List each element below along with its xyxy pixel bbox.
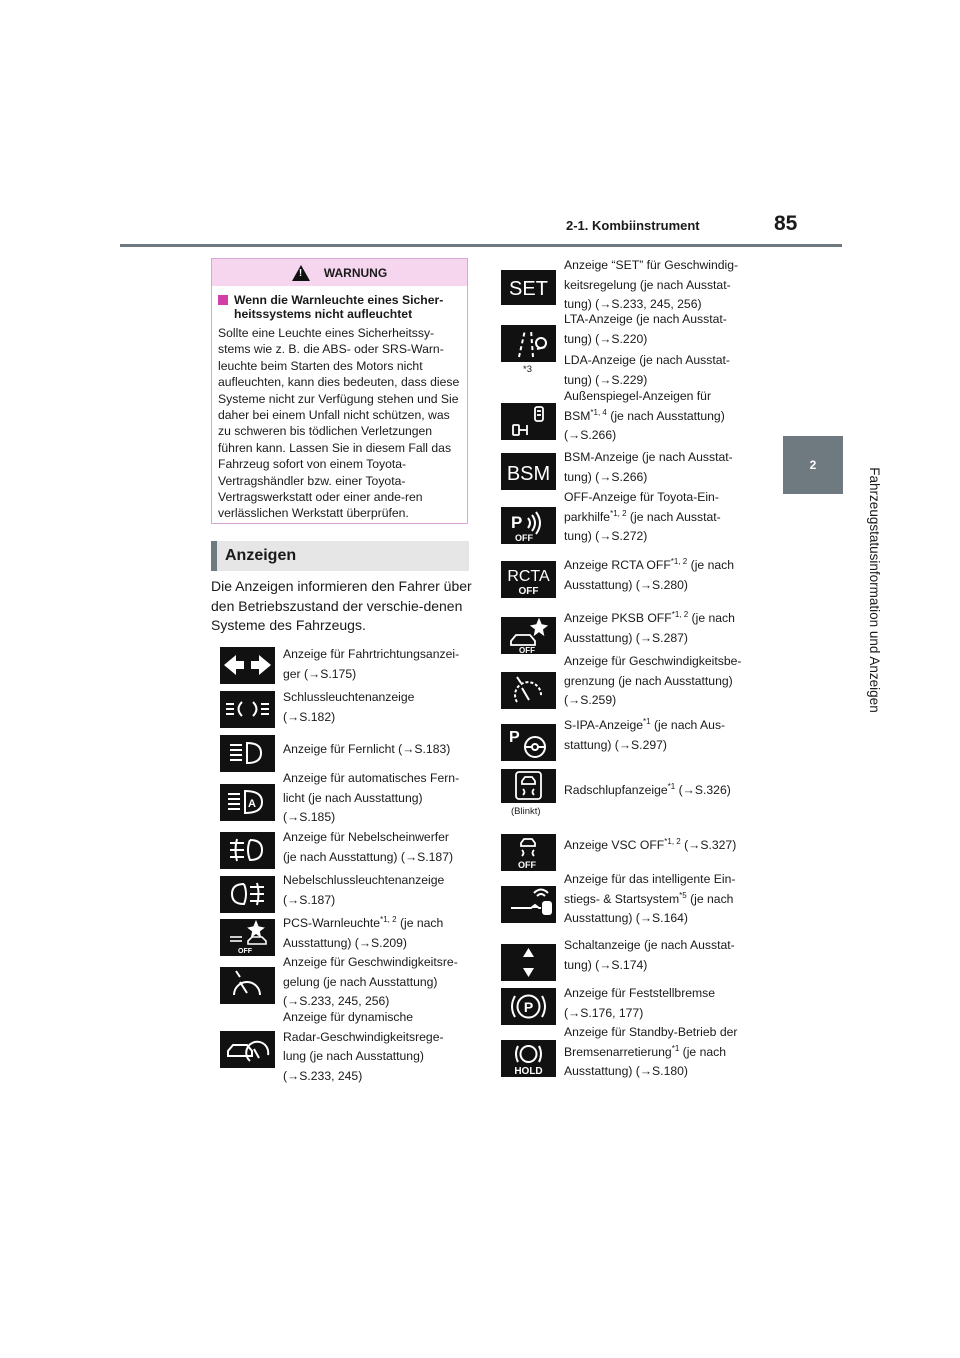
off-label: OFF: [515, 533, 533, 543]
desc-line: grenzung (je nach Ausstattung): [564, 673, 733, 688]
indicator-desc-speed-limiter: [564, 652, 756, 711]
chapter-tab: 2: [783, 436, 843, 494]
indicator-desc-bsm-mirror: [564, 387, 756, 446]
desc-line: gelung (je nach Ausstattung): [283, 974, 438, 989]
desc-line: ger (→S.175): [283, 666, 357, 681]
warning-subheading-text: Wenn die Warnleuchte eines Sicher-heitssystems nicht aufleuchtet: [234, 293, 444, 321]
bullet-square-icon: [218, 295, 228, 305]
indicator-desc-tail-light: [283, 688, 475, 727]
indicator-desc-pcs: [283, 914, 475, 953]
desc-line: Schaltanzeige (je nach Ausstat-: [564, 938, 735, 952]
indicator-desc-rcta: [564, 556, 756, 595]
desc-line: Anzeige VSC OFF$^{*1, 2}$ (→S.327): [564, 836, 737, 852]
indicator-desc-smart-entry: [564, 870, 756, 929]
slip-indicator-icon: [501, 769, 556, 803]
header-rule: [120, 244, 842, 247]
front-fog-light-icon: [220, 832, 275, 869]
warning-label: WARNUNG: [323, 265, 388, 280]
desc-line: (→S.233, 245): [283, 1068, 363, 1083]
desc-line: licht (je nach Ausstattung): [283, 790, 423, 805]
lta-footnote: *3: [523, 364, 532, 375]
desc-line: Anzeige für Fernlicht (→S.183): [283, 742, 451, 756]
desc-line: parkhilfe$^{*1, 2}$ (je nach Ausstat-: [564, 508, 721, 524]
desc-line: stattung) (→S.297): [564, 737, 667, 752]
desc-line: Anzeige für Nebelscheinwerfer: [283, 830, 449, 844]
desc-line: Ausstattung) (→S.280): [564, 577, 688, 592]
desc-line: Außenspiegel-Anzeigen für: [564, 389, 712, 403]
desc-line: Ausstattung) (→S.209): [283, 935, 407, 950]
desc-line: (→S.266): [564, 428, 617, 442]
bsm-label: BSM: [506, 463, 551, 485]
indicator-desc-turn-signal: [283, 645, 475, 684]
rcta-off-icon: [501, 561, 556, 598]
vsc-off-icon: [501, 834, 556, 871]
indicator-desc-set: [564, 256, 756, 315]
rear-fog-light-icon: [220, 876, 275, 913]
brake-hold-icon: [501, 1040, 556, 1077]
section-title: Anzeigen: [211, 541, 469, 571]
desc-line: (→S.187): [283, 892, 336, 907]
cruise-control-icon: [220, 967, 275, 1004]
set-icon: [501, 270, 556, 305]
desc-line: BSM-Anzeige (je nach Ausstat-: [564, 450, 733, 464]
desc-line: Radar-Geschwindigkeitsrege-: [283, 1029, 444, 1044]
auto-high-beam-icon: [220, 784, 275, 821]
desc-line: Anzeige für dynamische: [283, 1010, 414, 1024]
parking-brake-icon: [501, 988, 556, 1025]
off-label: OFF: [519, 646, 535, 654]
radar-cruise-icon: [220, 1031, 275, 1068]
indicator-desc-parking-brake: [564, 984, 756, 1023]
indicator-desc-brake-hold: [564, 1023, 756, 1082]
lta-icon: [501, 325, 556, 362]
page-number: 85: [774, 212, 798, 235]
s-ipa-icon: [501, 724, 556, 761]
desc-line: Radschlupfanzeige$^{*1}$ (→S.326): [564, 781, 731, 797]
p-label: P: [509, 729, 520, 746]
off-label: OFF: [518, 586, 539, 597]
desc-line: tung) (→S.229): [564, 372, 648, 387]
desc-line: Anzeige RCTA OFF$^{*1, 2}$ (je nach: [564, 556, 735, 572]
indicator-desc-vsc: [564, 836, 756, 856]
bsm-icon: [501, 453, 556, 490]
desc-line: BSM$^{*1, 4}$ (je nach Ausstattung): [564, 407, 725, 423]
desc-line: Ausstattung) (→S.287): [564, 630, 688, 645]
pcs-off-icon: [220, 919, 275, 956]
shift-indicator-icon: [501, 944, 556, 981]
parking-assist-off-icon: [501, 507, 556, 544]
warning-body: Sollte eine Leuchte eines Sicherheitssy-stems wie z. B. die ABS- oder SRS-Warn-leuchte beim Starten des Motors nicht aufleuchten, kann dies bedeuten, dass diese Systeme nicht zur Verfügung stehen und Sie daher bei einem Unfall nicht schützen, was zu schweren bis tödlichen Verletzungen führen kann. Lassen Sie in diesem Fall das Fahrzeug sofort von einem Toyota-Vertragshändler bzw. einer Toyota-Vertragswerkstatt oder einer ande-ren verlässlichen Werkstatt überprüfen.: [218, 326, 460, 521]
smart-entry-icon: [501, 886, 556, 923]
desc-line: tung) (→S.174): [564, 957, 648, 972]
section-intro: Die Anzeigen informieren den Fahrer über den Betriebszustand der verschie-denen Systeme des Fahrzeugs.: [211, 578, 472, 633]
desc-line: Anzeige für das intelligente Ein-: [564, 872, 736, 886]
desc-line: LDA-Anzeige (je nach Ausstat-: [564, 353, 730, 367]
indicator-desc-lta: [564, 310, 756, 390]
warning-triangle-icon: !: [292, 265, 310, 281]
desc-line: Anzeige für Geschwindigkeitsbe-: [564, 654, 742, 668]
desc-line: tung) (→S.272): [564, 529, 648, 543]
desc-line: Anzeige für automatisches Fern-: [283, 771, 460, 785]
tail-light-icon: [220, 691, 275, 728]
high-beam-icon: [220, 735, 275, 772]
indicator-desc-high-beam: [283, 740, 475, 760]
desc-line: stiegs- & Startsystem$^{*5}$ (je nach: [564, 890, 734, 906]
slip-note: (Blinkt): [511, 806, 541, 817]
hold-label: HOLD: [514, 1066, 543, 1077]
desc-line: S-IPA-Anzeige$^{*1}$ (je nach Aus-: [564, 716, 726, 732]
chapter-title: Fahrzeugstatusinformation und Anzeigen: [867, 467, 882, 713]
desc-line: lung (je nach Ausstattung): [283, 1049, 424, 1063]
desc-line: LTA-Anzeige (je nach Ausstat-: [564, 312, 727, 326]
bsm-mirror-icon: [501, 403, 556, 440]
indicator-desc-radar-cruise: [283, 1008, 475, 1086]
indicator-desc-bsm: [564, 448, 756, 487]
desc-line: Anzeige PKSB OFF$^{*1, 2}$ (je nach: [564, 609, 735, 625]
desc-line: OFF-Anzeige für Toyota-Ein-: [564, 490, 719, 504]
speed-limiter-icon: [501, 672, 556, 709]
desc-line: keitsregelung (je nach Ausstat-: [564, 277, 731, 292]
indicator-desc-auto-high-beam: [283, 769, 475, 828]
desc-line: Schlussleuchtenanzeige: [283, 690, 415, 704]
indicator-desc-pksb: [564, 609, 756, 648]
indicator-desc-s-ipa: [564, 716, 756, 755]
desc-line: Ausstattung) (→S.164): [564, 911, 688, 925]
indicator-desc-shift: [564, 936, 756, 975]
desc-line: Nebelschlussleuchtenanzeige: [283, 873, 445, 887]
indicator-desc-parking-assist: [564, 488, 756, 547]
rcta-label: RCTA: [507, 568, 550, 585]
desc-line: (je nach Ausstattung) (→S.187): [283, 849, 454, 864]
p-label: P: [511, 513, 523, 532]
desc-line: Bremsenarretierung$^{*1}$ (je nach: [564, 1043, 727, 1059]
warning-header: [212, 259, 467, 286]
set-label: SET: [509, 278, 548, 300]
desc-line: (→S.176, 177): [564, 1005, 644, 1020]
indicator-desc-rear-fog: [283, 871, 475, 910]
pksb-off-icon: [501, 617, 556, 654]
desc-line: PCS-Warnleuchte$^{*1, 2}$ (je nach: [283, 914, 444, 930]
desc-line: (→S.233, 245, 256): [283, 994, 390, 1008]
desc-line: (→S.185): [283, 810, 336, 824]
warning-box: [211, 258, 468, 524]
desc-line: tung) (→S.220): [564, 331, 648, 346]
section-header: 2-1. Kombiinstrument: [566, 218, 700, 233]
indicator-desc-front-fog: [283, 828, 475, 867]
pcs-off-label: OFF: [238, 948, 252, 955]
desc-line: (→S.259): [564, 693, 617, 707]
p-label: P: [523, 999, 534, 1015]
desc-line: Ausstattung) (→S.180): [564, 1064, 688, 1078]
desc-line: Anzeige für Standby-Betrieb der: [564, 1025, 738, 1039]
indicator-desc-cruise: [283, 953, 475, 1012]
desc-line: tung) (→S.233, 245, 256): [564, 297, 702, 311]
desc-line: (→S.182): [283, 709, 336, 724]
turn-signal-icon: [220, 647, 275, 684]
warning-subheading: [212, 286, 467, 321]
off-label: OFF: [518, 860, 536, 870]
desc-line: tung) (→S.266): [564, 469, 648, 484]
desc-line: Anzeige für Geschwindigkeitsre-: [283, 955, 458, 969]
indicator-desc-slip: [564, 781, 756, 801]
desc-line: Anzeige für Fahrtrichtungsanzei-: [283, 647, 460, 661]
svg-text:A: A: [248, 798, 256, 810]
desc-line: Anzeige “SET” für Geschwindig-: [564, 258, 739, 272]
desc-line: Anzeige für Feststellbremse: [564, 986, 716, 1000]
